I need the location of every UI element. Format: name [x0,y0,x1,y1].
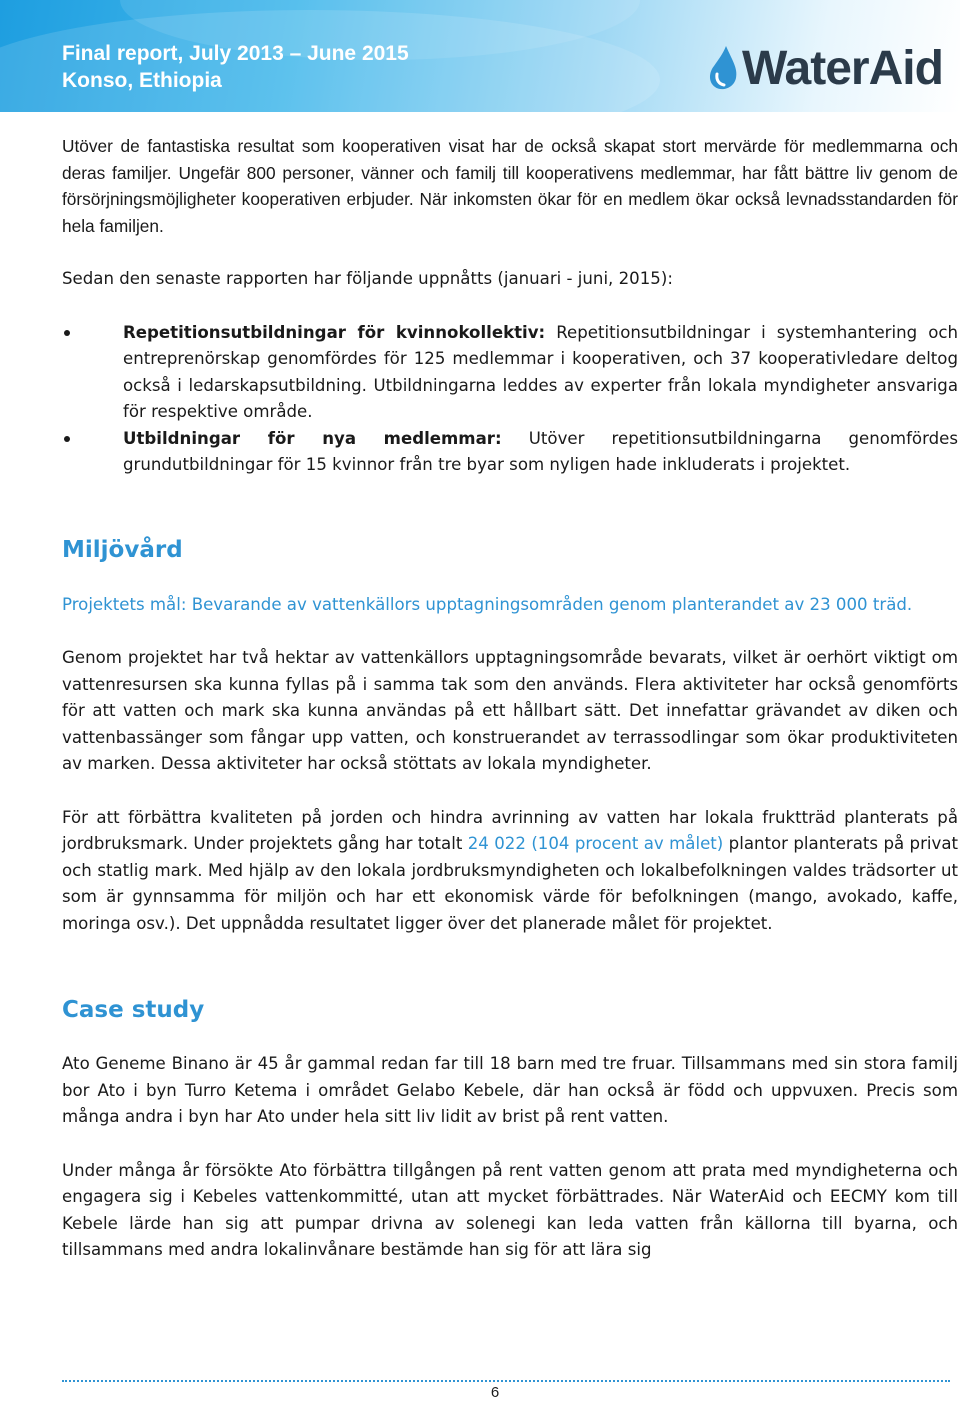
page-content [62,133,958,1264]
planted-count: 24 022 [467,834,526,853]
intro-paragraph [62,133,958,239]
case-study-paragraph-1: Ato Geneme Binano är 45 år gammal redan far till 18 barn med tre fruar. Tillsammans med sin stora familj bor Ato i byn Turro Ketema i området Gelabo Kebele, där han också är född och uppvuxen. Precis som många andra i byn har Ato under hela sitt liv lidit av brist på rent vatten. [62,1054,958,1126]
bullet-text: Utöver repetitionsutbildningarna genomfördes grundutbildningar för 15 kvinnor från tre byar som nyligen hade inkluderats i projektet. [123,428,958,474]
report-title-line2: Konso, Ethiopia [62,69,222,92]
environment-paragraph-2: För att förbättra kvaliteten på jorden och hindra avrinning av vatten har lokala fruktträd planterats på jordbruksmark. Under projektets gång har totalt 24 022 (104 procent av målet) plantor planterats på privat och statlig mark. Med hjälp av den lokala jordbruksmyndigheten och lokalbefolkningen valdes trädsorter ut som är gynnsamma för miljön och har ett ekonomisk värde för befolkningen (mango, avokado, kaffe, moringa osv.). Det uppnådda resultatet ligger över det planerade målet för projektet. [62,807,959,933]
planted-percent: (104 procent av målet) [531,834,724,853]
environment-paragraph-1: Genom projektet har två hektar av vattenkällors upptagningsområde bevarats, vilket är oerhört viktigt om vattenresursen ska kunna fyllas på i samma tak som den används. Flera aktiviteter har också genomförts för att vatten och mark ska kunna användas på ett hållbart sätt. Det innefattar grävandet av diken och vattenbassänger som fångar upp vatten, och konstruerandet av terrassodlingar som ökar produktiviteten av marken. Dessa aktiviteter har också stöttats av lokala myndigheter. [62,648,958,773]
intro-sentence-3: När inkomsten ökar för en medlem ökar också levnadsstandarden för hela familjen. [62,189,958,236]
report-title [62,40,409,94]
project-goal-text: Projektets mål: Bevarande av vattenkällors upptagningsområden genom planterandet av 23 000 träd. [62,594,913,614]
footer-divider [62,1380,950,1382]
water-drop-icon [706,44,740,94]
page-number: 6 [490,1384,500,1401]
bullet-text: Repetitionsutbildningar i systemhantering och entreprenörskap genomfördes för 125 medlemmar i kooperativen, och 37 kooperativledare deltog också i ledarskapsutbildning. Utbildningarna leddes av experter från lokala myndigheter ansvariga för respektive område. [123,322,958,421]
report-title-line1: Final report, July 2013 – June 2015 [62,42,409,65]
case-study-paragraph-2: Under många år försökte Ato förbättra tillgången på rent vatten genom att prata med myndigheterna och engagera sig i Kebeles vattenkommitté, utan att mycket förbättrades. När WaterAid och EECMY kom till Kebele lärde han sig att pumpar drivna av solenegi kan leda vatten från källorna till byarna, och tillsammans med andra lokalinvånare bestämde han sig för att lära sig [62,1160,958,1259]
section-heading-environment: Miljövård [62,536,183,563]
since-report-text: Sedan den senaste rapporten har följande uppnåtts (januari - juni, 2015): [62,269,673,288]
bullet-label: Repetitionsutbildningar för kvinnokollektiv: [123,322,546,342]
bullet-icon [64,436,70,442]
list-item [62,426,958,479]
bullet-label: Utbildningar för nya medlemmar: [123,428,502,448]
intro-sentence-1: Utöver de fantastiska resultat som kooperativen visat har de också skapat stort mervärde för medlemmarna och deras familjer. [62,136,958,183]
report-header [0,0,960,112]
list-item [62,320,958,426]
intro-sentence-2: Ungefär 800 personer, vänner och familj till kooperativens medlemmar, har fått bättre liv genom de försörjningsmöjligheter kooperativen erbjuder. [62,162,958,209]
logo-wordmark: WaterAid [742,42,943,95]
wateraid-logo [706,38,956,100]
bullet-icon [64,330,70,336]
achievements-list [62,320,958,479]
section-heading-case-study: Case study [62,997,205,1023]
